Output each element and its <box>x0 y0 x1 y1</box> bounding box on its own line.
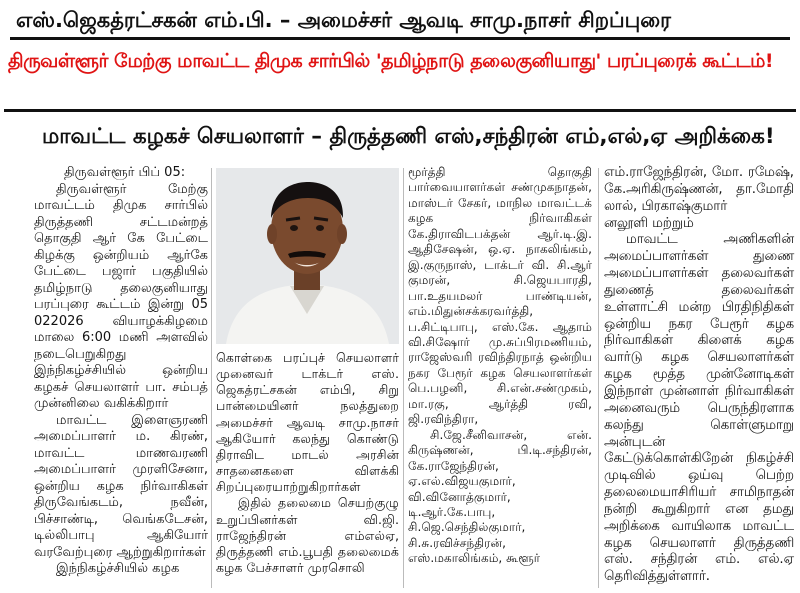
headline-text: திருவள்ளூர் மேற்கு மாவட்ட திமுக சார்பில் 'தமிழ்நாடு தலைகுனியாது' பரப்புரைக் கூட்டம்! <box>8 50 774 72</box>
article-column-3 <box>408 165 592 567</box>
portrait-image <box>216 168 399 344</box>
top-banner <box>6 4 794 40</box>
article-column-1 <box>34 165 208 578</box>
portrait-photo <box>216 168 399 344</box>
subheadline-text: மாவட்ட கழகச் செயலாளர் – திருத்தணி எஸ்,சந்திரன் எம்,எல்,ஏ அறிக்கை! <box>42 124 775 149</box>
column-divider <box>403 168 404 588</box>
paragraph: எம்.ராஜேந்திரன், மோ. ரமேஷ், கே.அரிகிருஷ்ணன், தா.மோதி லால், பிரகாஷ்குமார் <box>604 165 794 214</box>
paragraph: திருவள்ளூர் மேற்கு மாவட்டம் திமுக சார்பில் திருத்தணி சட்டமன்றத் தொகுதி ஆர் கே பேட்டை கிழக்கு ஒன்றியம் ஆர்கே பேட்டை பஜார் பகுதியில் தமிழ்நாடு தலைகுனியாது பரப்புரை கூட்டம் இன்று 05 022026 வியாழக்கிழமை மாலை 6:00 மணி அளவில் நடைபெறுகிறது இந்நிகழ்ச்சியில் ஒன்றிய கழகச் செயலாளர் பா. சம்பத் முன்னிலை வகிக்கிறார் <box>34 181 208 411</box>
paragraph: மூர்த்தி தொகுதி பார்வையாளர்கள் சண்முகநாதன், மாஸ்டர் சேகர், மாநில மாவட்டக் கழக நிர்வாகிகள் கே.திராவிடபக்தன் ஆர்.டி.இ. ஆதிசேஷன், ஒ.ஏ. நாகலிங்கம், இ.குருநாஸ், டாக்டர் வி. சி.ஆர் குமரன், சி.ஜெயபாரதி, பா.உதயமலர் பாண்டியன், எம்.மிதுன்சக்கரவர்த்தி, ப.சிட்டிபாபு, எஸ்.கே. ஆதாம் வி.சிஷோர் மு.சுப்பிரமணியம், ராஜேஸ்வரி ரவிந்திரநாத் ஒன்றிய நகர பேரூர் கழக செயலாளர்கள் பெ.பழனி, சி.என்.சண்முகம், மா.ரகு, ஆர்த்தி ரவி, ஜி.ரவிந்திரா, <box>408 165 592 427</box>
headline-band <box>0 44 800 112</box>
paragraph: மாவட்ட இளைஞரணி அமைப்பாளர் ம. கிரண், மாவட்ட மாணவரணி அமைப்பாளர் முரளிசேனா, ஒன்றிய கழக நிர்வாகிகள் திருவேங்கடம், நவீன், பிச்சாண்டி, வெங்கடேசன், டில்லிபாபு ஆகியோர் வரவேற்புரை ஆற்றுகிறார்கள் <box>34 412 208 560</box>
paragraph: இந்நிகழ்ச்சியில் கழக <box>56 561 180 576</box>
column-divider <box>211 168 212 588</box>
article-column-2 <box>216 350 399 576</box>
subheadline-band <box>0 116 800 160</box>
dateline: திருவள்ளூர் பிப் 05: <box>64 165 186 180</box>
paragraph: சி.ஜே.சீனிவாசன், என். கிருஷ்ணன், பி.டி.சந்திரன், கே.ராஜேந்திரன், ஏ.எல்.விஜயகுமார், வி.வினோத்குமார், டி.ஆர்.கே.பாபு, சி.ஜெ.செந்தில்குமார், சி.சு.ரவிச்சந்திரன், எஸ்.மகாலிங்கம், கூளூர் <box>408 427 592 566</box>
paragraph: மாவட்ட அணிகளின் அமைப்பாளர்கள் துணை அமைப்பாளர்கள் தலைவர்கள் துணைத் தலைவர்கள் உள்ளாட்சி மன்ற பிரதிநிதிகள் ஒன்றிய நகர பேரூர் கழக நிர்வாகிகள் கிளைக் கழக வார்டு கழக செயலாளர்கள் கழக மூத்த முன்னோடிகள் இந்நாள் முன்னாள் நிர்வாகிகள் அனைவரும் பெருந்திரளாக கலந்து கொள்ளுமாறு அன்புடன் கேட்டுக்கொள்கிறேன் நிகழ்ச்சி முடிவில் ஒய்வு பெற்ற தலைமையாசிரியர் சாமிநாதன் நன்றி கூறுகிறார் என தமது அறிக்கை வாயிலாக மாவட்ட கழக செயலாளர் திருத்தணி எஸ். சந்திரன் எம். எல்.ஏ தெரிவித்துள்ளார். <box>604 232 794 585</box>
paragraph: கொள்கை பரப்புச் செயலாளர் முனைவர் டாக்டர் எஸ். ஜெகத்ரட்சகன் எம்பி, சிறு பான்மையினர் நலத்துறை அமைச்சர் ஆவடி சாமு.நாசர் ஆகியோர் கலந்து கொண்டு திராவிட மாடல் அரசின் சாதனைகளை விளக்கி சிறப்புரையாற்றுகிறார்கள் <box>216 350 399 495</box>
top-banner-rule <box>10 37 790 40</box>
paragraph: னலூளி மற்றும் <box>604 215 694 231</box>
top-banner-text: எஸ்.ஜெகத்ரட்சகன் எம்.பி. – அமைச்சர் ஆவடி சாமு.நாசர் சிறப்புரை <box>16 8 671 32</box>
headline-rule <box>4 109 796 112</box>
article-column-4 <box>604 165 794 586</box>
column-divider <box>598 168 599 588</box>
paragraph: இதில் தலைமை செயற்குழு உறுப்பினர்கள் வி.ஜி. ராஜேந்திரன் எம்எல்ஏ, திருத்தணி எம்.பூபதி தலைமைக் கழக பேச்சாளர் முரசொலி <box>216 495 399 576</box>
